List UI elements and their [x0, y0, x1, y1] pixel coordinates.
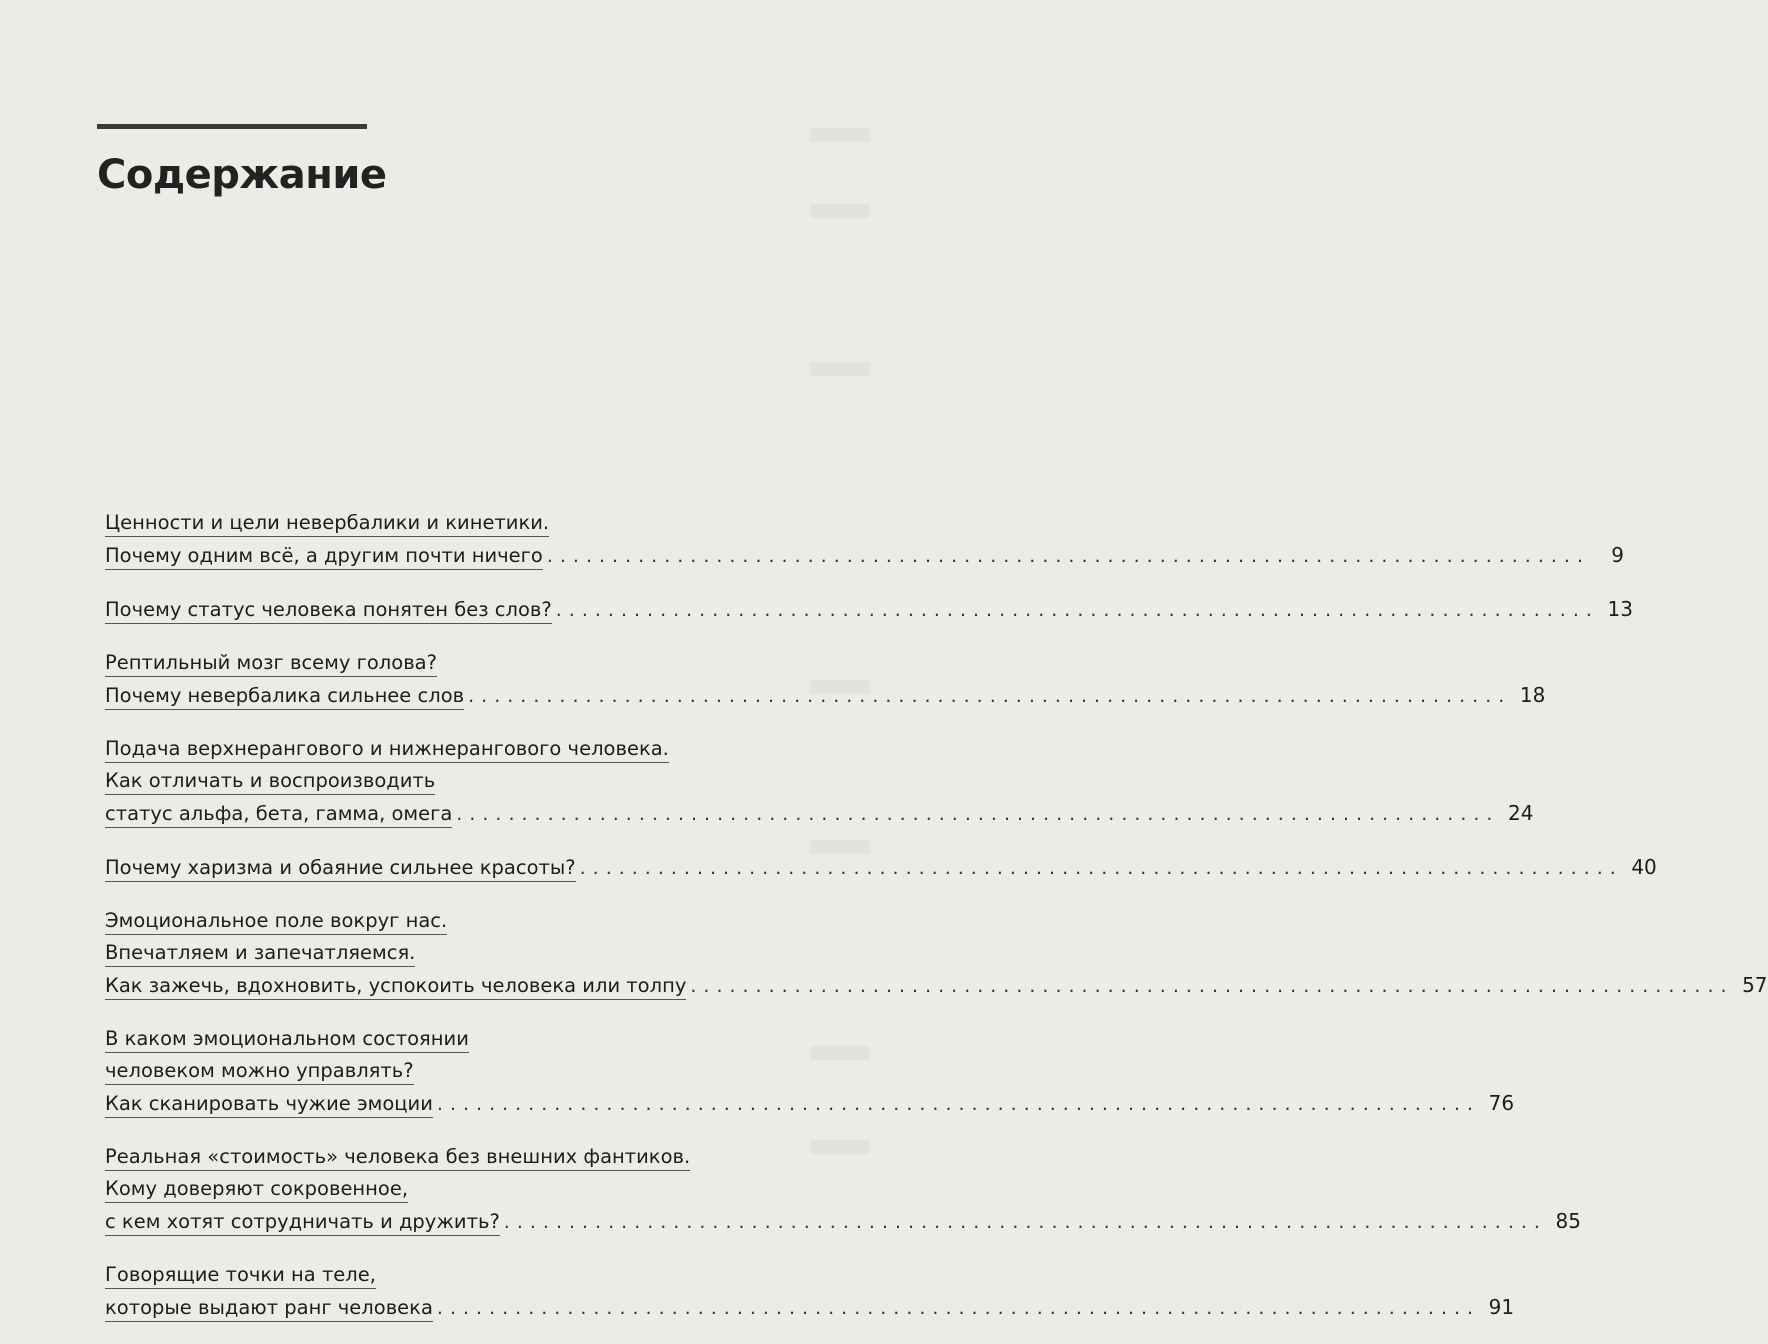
dot-leader: ................................................................................ [555, 599, 1599, 621]
toc-entry[interactable] [105, 1142, 1581, 1238]
dot-leader: ................................................................................ [436, 1093, 1481, 1115]
toc-entry-line [105, 906, 800, 938]
toc-entry-line [105, 1088, 1515, 1120]
toc-entry-title: Ценности и цели невербалики и кинетики. [105, 510, 549, 537]
toc-page-number: 24 [1508, 801, 1534, 825]
dot-leader: ................................................................................ [690, 975, 1734, 997]
dot-leader: ................................................................................ [546, 545, 1591, 567]
toc-entry-title: Говорящие точки на теле, [105, 1262, 376, 1289]
toc-entry-line [105, 1206, 1581, 1238]
toc-entry-title: Почему статус человека понятен без слов? [105, 597, 552, 624]
toc-entry-line [105, 1024, 800, 1056]
toc-entry-line [105, 1260, 800, 1292]
toc-page-number: 13 [1607, 597, 1633, 621]
toc-entry-title: с кем хотят сотрудничать и дружить? [105, 1209, 500, 1236]
toc-entry-line [105, 938, 800, 970]
toc-page-number: 9 [1611, 543, 1625, 567]
toc-entry-line [105, 1174, 800, 1206]
toc-entry-line [105, 648, 800, 680]
toc-entry-title: Реальная «стоимость» человека без внешних фантиков. [105, 1144, 690, 1171]
page-title: Содержание [97, 152, 387, 198]
toc-page-number: 91 [1488, 1295, 1515, 1319]
toc-entry-line [105, 594, 1633, 626]
toc-entry-title: Подача верхнерангового и нижнерангового человека. [105, 736, 669, 763]
toc-page-number: 57 [1742, 973, 1768, 997]
toc-entry[interactable] [105, 648, 1546, 712]
toc-page-number: 85 [1555, 1209, 1581, 1233]
toc-entry-line [105, 852, 1657, 884]
toc-entry[interactable] [105, 906, 1768, 1002]
toc-entry-line [105, 1292, 1515, 1324]
toc-entry[interactable] [105, 1260, 1515, 1324]
dot-leader: ................................................................................ [579, 857, 1623, 879]
toc-entry[interactable] [105, 852, 1657, 884]
dot-leader: ................................................................................ [456, 803, 1500, 825]
toc-entry-line [105, 1056, 800, 1088]
toc-entry-title: Почему одним всё, а другим почти ничего [105, 543, 543, 570]
toc-entry-line [105, 680, 1546, 712]
toc-entry-line [105, 766, 800, 798]
dot-leader: ................................................................................ [468, 685, 1512, 707]
heading-rule [97, 124, 367, 129]
toc-entry-title: Как зажечь, вдохновить, успокоить человека или толпу [105, 973, 686, 1000]
toc-entry-title: В каком эмоциональном состоянии [105, 1026, 469, 1053]
toc-entry-title: Как сканировать чужие эмоции [105, 1091, 433, 1118]
toc-entry-title: которые выдают ранг человека [105, 1295, 433, 1322]
toc-entry[interactable] [105, 594, 1633, 626]
toc-entry-title: Впечатляем и запечатляемся. [105, 940, 415, 967]
toc-entry-line [105, 508, 800, 540]
toc-entry-line [105, 970, 1768, 1002]
toc-page-number: 76 [1488, 1091, 1515, 1115]
toc-page-number: 40 [1631, 855, 1657, 879]
toc-entry-title: статус альфа, бета, гамма, омега [105, 801, 452, 828]
toc-entry-title: Как отличать и воспроизводить [105, 768, 435, 795]
toc-entry-line [105, 540, 1625, 572]
toc-entry-title: человеком можно управлять? [105, 1058, 414, 1085]
toc-entry[interactable] [105, 1024, 1515, 1120]
toc-entry-title: Почему харизма и обаяние сильнее красоты? [105, 855, 576, 882]
toc-entry-title: Эмоциональное поле вокруг нас. [105, 908, 447, 935]
toc-entry-line [105, 798, 1534, 830]
toc-page-number: 18 [1519, 683, 1546, 707]
toc-entry-title: Рептильный мозг всему голова? [105, 650, 437, 677]
toc-entry-title: Почему невербалика сильнее слов [105, 683, 464, 710]
toc-entry[interactable] [105, 508, 1625, 572]
toc-entry-line [105, 734, 800, 766]
toc-entry-line [105, 1142, 800, 1174]
dot-leader: ................................................................................ [503, 1211, 1547, 1233]
table-of-contents [105, 508, 1768, 1324]
toc-entry-title: Кому доверяют сокровенное, [105, 1176, 408, 1203]
toc-entry[interactable] [105, 734, 1534, 830]
dot-leader: ................................................................................ [436, 1297, 1481, 1319]
